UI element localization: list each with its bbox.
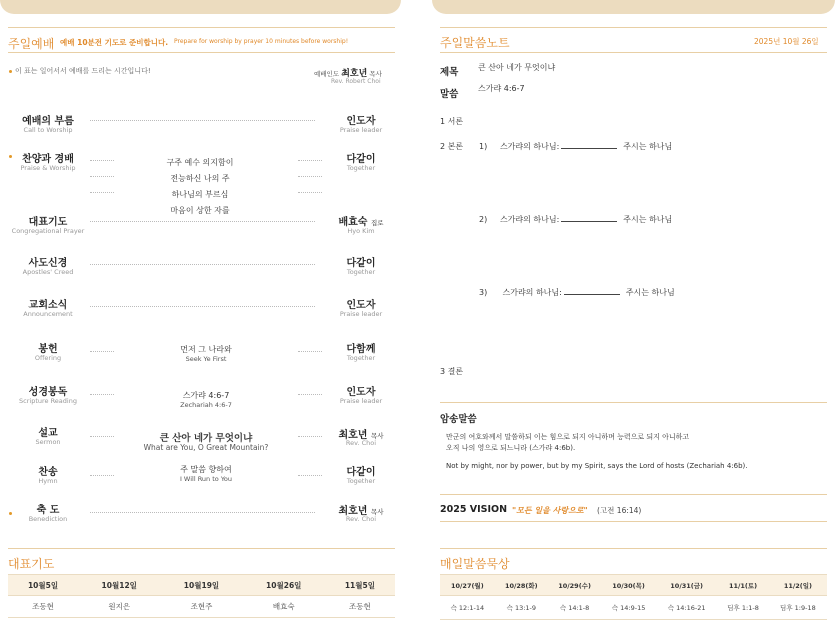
daily-ref-6: 딤후 1:1-8: [717, 596, 768, 620]
order-item-benediction: 축 도: [36, 505, 60, 516]
daily-date-7: 11/2(일): [769, 575, 827, 596]
daily-date-2: 10/28(화): [495, 575, 548, 596]
daily-date-6: 11/1(토): [717, 575, 768, 596]
prayer-name-5: 조동현: [325, 596, 395, 618]
divider: [440, 52, 827, 53]
scripture-ref-en: Zechariah 4:6-7: [180, 401, 232, 409]
daily-reading-table: [440, 574, 827, 620]
order-lead-benediction-suffix: 목사: [370, 508, 384, 516]
prayer-title: 대표기도: [8, 557, 55, 571]
order-item-call-en: Call to Worship: [23, 126, 73, 134]
order-lead-call-en: Praise leader: [339, 126, 383, 134]
dotted-leader: [90, 120, 315, 121]
dotted-leader: [90, 351, 114, 352]
memory-title: 암송말씀: [440, 414, 477, 425]
offering-song: 먼저 그 나라와: [180, 345, 232, 354]
daily-date-4: 10/30(목): [601, 575, 656, 596]
order-lead-creed-en: Together: [346, 268, 376, 276]
dotted-leader: [298, 192, 322, 193]
order-lead-sermon-suffix: 목사: [370, 432, 384, 440]
daily-ref-5: 슥 14:16-21: [656, 596, 717, 620]
order-lead-offering-en: Together: [346, 354, 376, 362]
hymn-title: 주 말씀 향하여: [180, 465, 232, 474]
order-item-hymn: 찬송: [38, 467, 58, 478]
order-item-offering-en: Offering: [34, 354, 62, 362]
dotted-leader: [298, 436, 322, 437]
intro-heading: 1 서론: [440, 117, 464, 126]
prayer-date-1: 10월5일: [8, 575, 78, 596]
fill-blank-3[interactable]: [564, 287, 620, 295]
dotted-leader: [298, 394, 322, 395]
divider: [440, 494, 827, 495]
standing-notice: 이 표는 일어서서 예배를 드리는 시간입니다!: [15, 67, 151, 75]
table-row: [440, 596, 827, 620]
daily-ref-7: 딤후 1:9-18: [769, 596, 827, 620]
fill-blank-2[interactable]: [561, 214, 617, 222]
prayer-date-4: 10월26일: [243, 575, 325, 596]
leader-role-label: 예배인도: [314, 70, 340, 78]
prayer-date-3: 10월19일: [160, 575, 242, 596]
point-3: [479, 287, 675, 298]
daily-ref-3: 슥 14:1-8: [548, 596, 601, 620]
sermon-title: 큰 산아 네가 무엇이냐: [159, 433, 253, 444]
order-lead-call: 인도자: [346, 116, 376, 127]
order-lead-sermon-en: Rev. Choi: [345, 439, 377, 447]
daily-date-1: 10/27(월): [440, 575, 495, 596]
prayer-date-5: 11월5일: [325, 575, 395, 596]
divider: [440, 402, 827, 403]
prayer-name-1: 조동현: [8, 596, 78, 618]
daily-date-3: 10/29(수): [548, 575, 601, 596]
dotted-leader: [90, 436, 114, 437]
dotted-leader: [298, 176, 322, 177]
order-lead-prayer-name: 배효숙: [338, 217, 368, 228]
scripture-ref: 스가랴 4:6-7: [182, 391, 230, 400]
song-1: 구주 예수 의지함이: [166, 158, 234, 167]
order-item-hymn-en: Hymn: [38, 477, 58, 485]
sermon-title-en: What are You, O Great Mountain?: [143, 443, 269, 452]
divider: [440, 548, 827, 549]
order-item-announce-en: Announcement: [23, 310, 73, 318]
divider: [440, 521, 827, 522]
notes-date: 2025년 10월 26일: [754, 37, 819, 46]
daily-date-5: 10/31(금): [656, 575, 717, 596]
right-top-tab: [432, 0, 835, 14]
order-lead-hymn: 다같이: [346, 467, 376, 478]
order-item-prayer-en: Congregational Prayer: [11, 227, 85, 235]
table-row: [8, 596, 395, 618]
body-heading: 2 본론: [440, 142, 464, 151]
prayer-name-2: 원지은: [78, 596, 160, 618]
dotted-leader: [298, 475, 322, 476]
dotted-leader: [90, 192, 114, 193]
daily-ref-4: 슥 14:9-15: [601, 596, 656, 620]
order-lead-hymn-en: Together: [346, 477, 376, 485]
order-item-benediction-en: Benediction: [28, 515, 68, 523]
order-item-creed-en: Apostles' Creed: [22, 268, 74, 276]
left-top-tab: [0, 0, 401, 14]
point-2-num: 2): [479, 215, 488, 224]
worship-subtitle-en: Prepare for worship by prayer 10 minutes before worship!: [174, 38, 349, 45]
worship-title: 주일예배: [8, 37, 55, 51]
order-item-prayer: 대표기도: [28, 217, 68, 228]
song-2: 전능하신 나의 주: [170, 174, 230, 183]
prayer-name-3: 조현주: [160, 596, 242, 618]
daily-ref-2: 슥 13:1-9: [495, 596, 548, 620]
order-item-offering: 봉헌: [38, 344, 58, 355]
vision-ref: (고전 16:14): [597, 506, 642, 515]
daily-title: 매일말씀묵상: [440, 557, 510, 571]
divider: [8, 52, 395, 53]
vision-motto: "모든 일을 사랑으로": [512, 506, 588, 515]
divider: [8, 548, 395, 549]
memory-en: Not by might, nor by power, but by my Spirit, says the Lord of hosts (Zechariah 4:6b).: [446, 462, 748, 470]
order-lead-sermon-name: 최호년: [338, 430, 368, 441]
order-item-scripture-en: Scripture Reading: [19, 397, 77, 405]
worship-subtitle-ko: 예배 10분전 기도로 준비합니다.: [60, 38, 169, 47]
table-row: [440, 575, 827, 596]
scripture-value: 스가랴 4:6-7: [478, 84, 525, 93]
divider: [8, 27, 395, 28]
sermon-title-value: 큰 산아 네가 무엇이냐: [478, 63, 556, 72]
song-4: 마음이 상한 자를: [170, 206, 230, 215]
song-3: 하나님의 부르심: [171, 190, 229, 199]
dotted-leader: [90, 394, 114, 395]
order-lead-benediction-en: Rev. Choi: [345, 515, 377, 523]
order-lead-creed: 다같이: [346, 258, 376, 269]
vision-label: 2025 VISION: [440, 504, 508, 515]
dotted-leader: [298, 351, 322, 352]
order-lead-announce: 인도자: [346, 300, 376, 311]
order-lead-prayer: [328, 213, 394, 228]
label-scripture: 말씀: [440, 89, 459, 100]
order-item-announce: 교회소식: [28, 300, 68, 311]
dotted-leader: [90, 306, 315, 307]
order-lead-prayer-en: Hyo Kim: [347, 227, 375, 235]
point-1-post: 주시는 하나님: [623, 142, 673, 151]
divider: [440, 27, 827, 28]
point-2-post: 주시는 하나님: [623, 215, 673, 224]
order-item-call: 예배의 부름: [22, 116, 74, 127]
notes-title: 주일말씀노트: [440, 36, 510, 50]
order-item-creed: 사도신경: [28, 258, 68, 269]
dotted-leader: [90, 160, 114, 161]
dotted-leader: [298, 160, 322, 161]
order-lead-prayer-suffix: 집로: [370, 219, 384, 227]
order-lead-praise: 다같이: [346, 154, 376, 165]
hymn-title-en: I Will Run to You: [179, 475, 233, 483]
fill-blank-1[interactable]: [561, 141, 617, 149]
dotted-leader: [90, 221, 315, 222]
daily-ref-1: 슥 12:1-14: [440, 596, 495, 620]
order-lead-scripture: 인도자: [346, 387, 376, 398]
memory-ko-2: 오직 나의 영으로 되느니라 (스가랴 4:6b).: [446, 444, 576, 452]
order-item-scripture: 성경봉독: [28, 387, 68, 398]
order-lead-offering: 다함께: [346, 344, 376, 355]
order-item-praise-en: Praise & Worship: [20, 164, 76, 172]
order-item-praise: 찬양과 경배: [22, 154, 74, 165]
prayer-name-4: 배효숙: [243, 596, 325, 618]
point-2-pre: 스가랴의 하나님:: [499, 215, 560, 224]
point-3-num: 3): [479, 288, 488, 297]
point-3-post: 주시는 하나님: [625, 288, 675, 297]
dotted-leader: [90, 475, 114, 476]
point-3-pre: 스가랴의 하나님:: [502, 288, 562, 297]
leader-title: 목사: [369, 70, 382, 78]
order-item-sermon-en: Sermon: [35, 438, 61, 446]
prayer-schedule-table: [8, 574, 395, 618]
order-lead-announce-en: Praise leader: [339, 310, 383, 318]
order-item-sermon: 설교: [38, 428, 58, 439]
prayer-date-2: 10월12일: [78, 575, 160, 596]
table-row: [8, 575, 395, 596]
point-2: [479, 214, 672, 225]
offering-song-en: Seek Ye First: [185, 355, 227, 363]
memory-ko-1: 만군의 여호와께서 말씀하되 이는 힘으로 되지 아니하며 능력으로 되지 아니하고: [446, 433, 690, 441]
dotted-leader: [90, 512, 315, 513]
point-1-pre: 스가랴의 하나님:: [499, 142, 560, 151]
label-title: 제목: [440, 67, 459, 78]
leader-name: 최호년: [341, 69, 368, 79]
point-1-num: 1): [479, 142, 488, 151]
bullet-icon: [9, 70, 12, 73]
leader-name-en: Rev. Robert Choi: [331, 78, 381, 85]
dotted-leader: [90, 176, 114, 177]
order-lead-praise-en: Together: [346, 164, 376, 172]
order-lead-benediction-name: 최호년: [338, 506, 368, 517]
dotted-leader: [90, 264, 315, 265]
conclusion-heading: 3 결론: [440, 367, 464, 376]
point-1: [479, 141, 672, 152]
order-lead-scripture-en: Praise leader: [339, 397, 383, 405]
